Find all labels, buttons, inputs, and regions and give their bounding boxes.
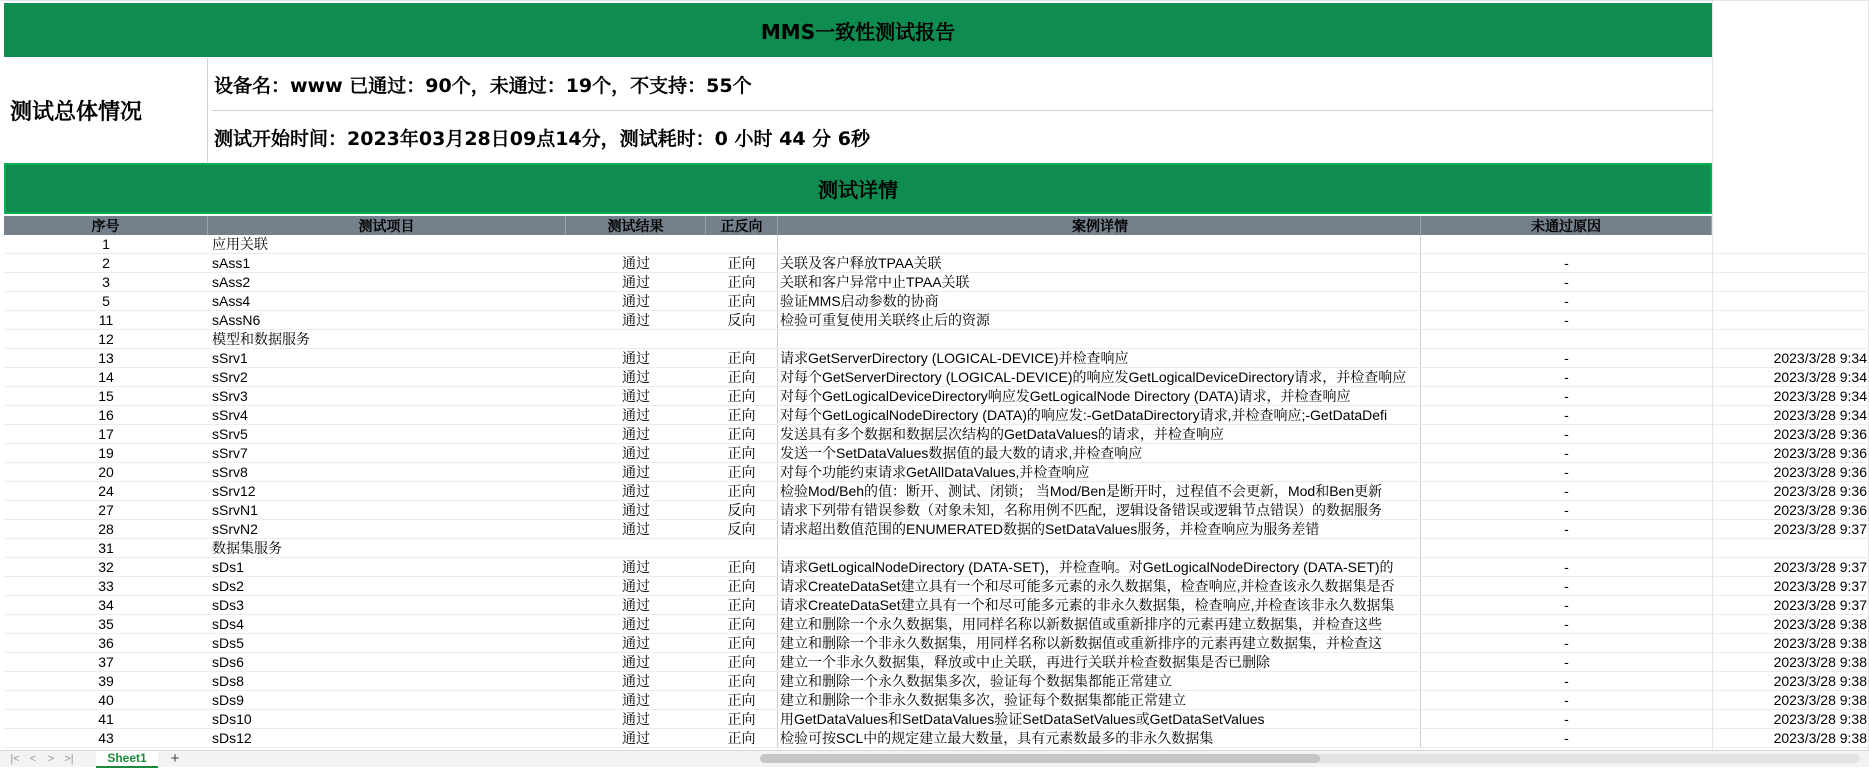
row-item[interactable]: sAssN6 xyxy=(212,312,261,328)
row-no[interactable]: 31 xyxy=(98,540,114,556)
row-detail[interactable]: 关联及客户释放TPAA关联 xyxy=(778,254,1421,272)
row-no[interactable]: 28 xyxy=(98,521,114,537)
row-reason[interactable]: - xyxy=(1564,483,1569,499)
row-direction[interactable]: 反向 xyxy=(706,520,778,538)
table-row[interactable] xyxy=(4,444,1869,463)
table-row[interactable] xyxy=(4,539,1869,558)
row-result[interactable]: 通过 xyxy=(622,407,650,423)
row-no[interactable]: 41 xyxy=(98,711,114,727)
row-direction[interactable]: 正向 xyxy=(706,254,778,272)
table-row[interactable] xyxy=(4,463,1869,482)
row-item[interactable]: sDs2 xyxy=(212,578,244,594)
row-result[interactable]: 通过 xyxy=(622,578,650,594)
row-direction[interactable]: 正向 xyxy=(706,482,778,500)
row-time[interactable]: 2023/3/28 9:34 xyxy=(1773,407,1867,423)
row-detail[interactable]: 请求CreateDataSet建立具有一个和尽可能多元素的非永久数据集，检查响应,并检查该非永久数据集 xyxy=(778,596,1421,614)
row-item[interactable]: sSrvN1 xyxy=(212,502,258,518)
table-row[interactable] xyxy=(4,368,1869,387)
row-direction[interactable]: 正向 xyxy=(706,292,778,310)
row-item[interactable]: sSrv12 xyxy=(212,483,256,499)
row-detail[interactable]: 请求下列带有错误参数（对象未知，名称用例不匹配，逻辑设备错误或逻辑节点错误）的数据服务 xyxy=(778,501,1421,519)
row-detail[interactable]: 建立和删除一个非永久数据集多次，验证每个数据集都能正常建立 xyxy=(778,691,1421,709)
row-time[interactable]: 2023/3/28 9:34 xyxy=(1773,350,1867,366)
row-no[interactable]: 27 xyxy=(98,502,114,518)
row-reason[interactable]: - xyxy=(1564,369,1569,385)
row-reason[interactable]: - xyxy=(1564,388,1569,404)
scrollbar-thumb[interactable] xyxy=(760,754,1320,763)
row-time[interactable]: 2023/3/28 9:37 xyxy=(1773,578,1867,594)
row-no[interactable]: 20 xyxy=(98,464,114,480)
details-title[interactable]: 测试详情 xyxy=(4,163,1712,214)
row-detail[interactable]: 请求GetLogicalNodeDirectory (DATA-SET)，并检查响。对GetLogicalNodeDirectory (DATA-SET)的 xyxy=(778,558,1421,576)
row-direction[interactable]: 反向 xyxy=(706,311,778,329)
row-detail[interactable]: 对每个GetLogicalDeviceDirectory响应发GetLogicalNode Directory (DATA)请求，并检查响应 xyxy=(778,387,1421,405)
row-detail[interactable]: 建立和删除一个永久数据集，用同样名称以新数据值或重新排序的元素再建立数据集，并检查这些 xyxy=(778,615,1421,633)
row-time[interactable]: 2023/3/28 9:36 xyxy=(1773,426,1867,442)
row-item[interactable]: sAss1 xyxy=(212,255,251,271)
row-direction[interactable]: 正向 xyxy=(706,691,778,709)
header-result[interactable]: 测试结果 xyxy=(566,216,706,235)
header-reason[interactable]: 未通过原因 xyxy=(1421,216,1712,235)
table-row[interactable] xyxy=(4,634,1869,653)
row-result[interactable]: 通过 xyxy=(622,426,650,442)
row-detail[interactable]: 建立和删除一个非永久数据集，用同样名称以新数据值或重新排序的元素再建立数据集，并检查这 xyxy=(778,634,1421,652)
row-direction[interactable]: 正向 xyxy=(706,577,778,595)
row-time[interactable]: 2023/3/28 9:38 xyxy=(1773,654,1867,670)
row-no[interactable]: 19 xyxy=(98,445,114,461)
first-sheet-button[interactable]: |< xyxy=(10,753,20,765)
row-result[interactable]: 通过 xyxy=(622,692,650,708)
row-reason[interactable] xyxy=(1421,235,1712,253)
row-reason[interactable]: - xyxy=(1564,635,1569,651)
header-direction[interactable]: 正反向 xyxy=(706,216,778,235)
row-direction[interactable]: 正向 xyxy=(706,368,778,386)
row-no[interactable]: 17 xyxy=(98,426,114,442)
row-reason[interactable]: - xyxy=(1564,464,1569,480)
summary-label[interactable]: 测试总体情况 xyxy=(4,58,208,162)
row-direction[interactable]: 正向 xyxy=(706,710,778,728)
row-item[interactable]: sDs10 xyxy=(212,711,252,727)
row-reason[interactable] xyxy=(1421,330,1712,348)
row-detail[interactable]: 检验可重复使用关联终止后的资源 xyxy=(778,311,1421,329)
table-row[interactable] xyxy=(4,273,1869,292)
table-row[interactable] xyxy=(4,729,1869,748)
table-row[interactable] xyxy=(4,710,1869,729)
row-result[interactable] xyxy=(566,539,706,557)
row-result[interactable]: 通过 xyxy=(622,312,650,328)
row-no[interactable]: 37 xyxy=(98,654,114,670)
row-no[interactable]: 2 xyxy=(102,255,110,271)
table-row[interactable] xyxy=(4,254,1869,273)
grid-line xyxy=(0,0,1869,1)
row-item[interactable]: sDs5 xyxy=(212,635,244,651)
row-no[interactable]: 16 xyxy=(98,407,114,423)
row-time[interactable]: 2023/3/28 9:38 xyxy=(1773,730,1867,746)
row-time[interactable] xyxy=(1712,235,1869,253)
row-time[interactable] xyxy=(1712,254,1869,272)
row-reason[interactable]: - xyxy=(1564,426,1569,442)
row-time[interactable] xyxy=(1712,292,1869,310)
row-time[interactable]: 2023/3/28 9:34 xyxy=(1773,369,1867,385)
row-direction[interactable]: 正向 xyxy=(706,349,778,367)
row-item[interactable]: sDs6 xyxy=(212,654,244,670)
row-no[interactable]: 40 xyxy=(98,692,114,708)
row-result[interactable]: 通过 xyxy=(622,673,650,689)
row-reason[interactable]: - xyxy=(1564,445,1569,461)
row-result[interactable]: 通过 xyxy=(622,255,650,271)
horizontal-scrollbar[interactable] xyxy=(760,754,1860,763)
table-row[interactable] xyxy=(4,596,1869,615)
row-direction[interactable] xyxy=(706,330,778,348)
row-result[interactable]: 通过 xyxy=(622,654,650,670)
row-detail[interactable]: 对每个功能约束请求GetAllDataValues,并检查响应 xyxy=(778,463,1421,481)
row-direction[interactable]: 正向 xyxy=(706,425,778,443)
row-result[interactable]: 通过 xyxy=(622,293,650,309)
row-detail[interactable]: 检验Mod/Beh的值：断开、测试、闭锁； 当Mod/Ben是断开时，过程值不会更新，Mod和Ben更新 xyxy=(778,482,1421,500)
add-sheet-button[interactable]: + xyxy=(170,750,180,767)
table-row[interactable] xyxy=(4,349,1869,368)
header-item[interactable]: 测试项目 xyxy=(208,216,566,235)
row-detail[interactable] xyxy=(778,539,1421,557)
table-row[interactable] xyxy=(4,330,1869,349)
sheet-tab-sheet1[interactable]: Sheet1 xyxy=(96,751,158,768)
row-item[interactable]: sDs4 xyxy=(212,616,244,632)
row-time[interactable]: 2023/3/28 9:38 xyxy=(1773,692,1867,708)
table-row[interactable] xyxy=(4,558,1869,577)
row-item[interactable]: sSrv7 xyxy=(212,445,248,461)
table-row[interactable] xyxy=(4,311,1869,330)
row-reason[interactable]: - xyxy=(1564,711,1569,727)
row-no[interactable]: 12 xyxy=(98,331,114,347)
row-direction[interactable]: 正向 xyxy=(706,273,778,291)
row-result[interactable]: 通过 xyxy=(622,388,650,404)
table-row[interactable] xyxy=(4,406,1869,425)
row-result[interactable]: 通过 xyxy=(622,711,650,727)
row-reason[interactable]: - xyxy=(1564,274,1569,290)
row-detail[interactable]: 请求超出数值范围的ENUMERATED数据的SetDataValues服务，并检查响应为服务差错 xyxy=(778,520,1421,538)
row-time[interactable]: 2023/3/28 9:38 xyxy=(1773,635,1867,651)
row-reason[interactable]: - xyxy=(1564,730,1569,746)
table-header xyxy=(4,216,1712,235)
row-item[interactable]: sDs8 xyxy=(212,673,244,689)
row-direction[interactable]: 正向 xyxy=(706,615,778,633)
row-item[interactable]: sDs9 xyxy=(212,692,244,708)
row-no[interactable]: 35 xyxy=(98,616,114,632)
row-time[interactable]: 2023/3/28 9:37 xyxy=(1773,597,1867,613)
row-direction[interactable]: 正向 xyxy=(706,653,778,671)
row-result[interactable]: 通过 xyxy=(622,369,650,385)
row-result[interactable]: 通过 xyxy=(622,635,650,651)
row-no[interactable]: 34 xyxy=(98,597,114,613)
row-detail[interactable]: 请求CreateDataSet建立具有一个和尽可能多元素的永久数据集，检查响应,并检查该永久数据集是否 xyxy=(778,577,1421,595)
table-body xyxy=(4,235,1869,748)
row-time[interactable]: 2023/3/28 9:38 xyxy=(1773,673,1867,689)
row-result[interactable]: 通过 xyxy=(622,445,650,461)
row-result[interactable] xyxy=(566,235,706,253)
row-direction[interactable] xyxy=(706,539,778,557)
row-detail[interactable]: 用GetDataValues和SetDataValues验证SetDataSetValues或GetDataSetValues xyxy=(778,710,1421,728)
row-item[interactable]: sAss2 xyxy=(212,274,251,290)
table-row[interactable] xyxy=(4,292,1869,311)
sheet-tab-bar xyxy=(0,750,1869,767)
row-result[interactable]: 通过 xyxy=(622,464,650,480)
row-time[interactable]: 2023/3/28 9:34 xyxy=(1773,388,1867,404)
row-time[interactable]: 2023/3/28 9:36 xyxy=(1773,464,1867,480)
row-direction[interactable]: 反向 xyxy=(706,501,778,519)
header-no[interactable]: 序号 xyxy=(4,216,208,235)
row-time[interactable]: 2023/3/28 9:36 xyxy=(1773,483,1867,499)
row-item[interactable]: sSrv3 xyxy=(212,388,248,404)
row-detail[interactable]: 建立和删除一个永久数据集多次，验证每个数据集都能正常建立 xyxy=(778,672,1421,690)
report-title[interactable]: MMS一致性测试报告 xyxy=(4,3,1712,57)
row-result[interactable]: 通过 xyxy=(622,521,650,537)
header-detail[interactable]: 案例详情 xyxy=(778,216,1421,235)
row-reason[interactable]: - xyxy=(1564,673,1569,689)
row-no[interactable]: 13 xyxy=(98,350,114,366)
row-reason[interactable]: - xyxy=(1564,350,1569,366)
table-row[interactable] xyxy=(4,691,1869,710)
row-result[interactable]: 通过 xyxy=(622,483,650,499)
row-time[interactable] xyxy=(1712,311,1869,329)
row-reason[interactable]: - xyxy=(1564,502,1569,518)
summary-test-time[interactable]: 测试开始时间：2023年03月28日09点14分，测试耗时：0 小时 44 分 6秒 xyxy=(214,127,870,150)
row-item[interactable]: sAss4 xyxy=(212,293,251,309)
row-item[interactable]: sDs12 xyxy=(212,730,252,746)
row-item[interactable]: sSrv5 xyxy=(212,426,248,442)
row-detail[interactable]: 检验可按SCL中的规定建立最大数量，具有元素数最多的非永久数据集 xyxy=(778,729,1421,747)
row-no[interactable]: 1 xyxy=(102,236,110,252)
table-row[interactable] xyxy=(4,235,1869,254)
row-detail[interactable]: 建立一个非永久数据集，释放或中止关联，再进行关联并检查数据集是否已删除 xyxy=(778,653,1421,671)
last-sheet-button[interactable]: >| xyxy=(64,753,74,765)
row-time[interactable] xyxy=(1712,539,1869,557)
row-direction[interactable]: 正向 xyxy=(706,387,778,405)
row-result[interactable]: 通过 xyxy=(622,559,650,575)
row-item[interactable]: sSrv8 xyxy=(212,464,248,480)
row-direction[interactable]: 正向 xyxy=(706,558,778,576)
row-detail[interactable]: 请求GetServerDirectory (LOGICAL-DEVICE)并检查响应 xyxy=(778,349,1421,367)
row-direction[interactable]: 正向 xyxy=(706,444,778,462)
row-no[interactable]: 33 xyxy=(98,578,114,594)
row-detail[interactable]: 发送具有多个数据和数据层次结构的GetDataValues的请求，并检查响应 xyxy=(778,425,1421,443)
row-time[interactable]: 2023/3/28 9:38 xyxy=(1773,711,1867,727)
row-result[interactable]: 通过 xyxy=(622,616,650,632)
table-row[interactable] xyxy=(4,387,1869,406)
row-reason[interactable]: - xyxy=(1564,255,1569,271)
row-detail[interactable]: 验证MMS启动参数的协商 xyxy=(778,292,1421,310)
row-no[interactable]: 39 xyxy=(98,673,114,689)
row-result[interactable]: 通过 xyxy=(622,274,650,290)
row-no[interactable]: 11 xyxy=(98,312,114,328)
row-time[interactable] xyxy=(1712,330,1869,348)
row-item[interactable]: sSrv4 xyxy=(212,407,248,423)
row-direction[interactable]: 正向 xyxy=(706,406,778,424)
row-reason[interactable] xyxy=(1421,539,1712,557)
row-detail[interactable]: 对每个GetServerDirectory (LOGICAL-DEVICE)的响应发GetLogicalDeviceDirectory请求，并检查响应 xyxy=(778,368,1421,386)
row-detail[interactable]: 对每个GetLogicalNodeDirectory (DATA)的响应发:-GetDataDirectory请求,并检查响应;-GetDataDefi xyxy=(778,406,1421,424)
row-time[interactable]: 2023/3/28 9:36 xyxy=(1773,502,1867,518)
row-reason[interactable]: - xyxy=(1564,293,1569,309)
table-row[interactable] xyxy=(4,482,1869,501)
row-item[interactable]: 模型和数据服务 xyxy=(212,331,310,347)
summary-device-stats[interactable]: 设备名：www 已通过：90个，未通过：19个，不支持：55个 xyxy=(212,58,1714,111)
row-result[interactable]: 通过 xyxy=(622,350,650,366)
row-detail[interactable]: 关联和客户异常中止TPAA关联 xyxy=(778,273,1421,291)
row-time[interactable]: 2023/3/28 9:38 xyxy=(1773,616,1867,632)
row-time[interactable]: 2023/3/28 9:37 xyxy=(1773,559,1867,575)
row-item[interactable]: sSrv2 xyxy=(212,369,248,385)
row-time[interactable] xyxy=(1712,273,1869,291)
row-detail[interactable] xyxy=(778,235,1421,253)
row-no[interactable]: 43 xyxy=(98,730,114,746)
row-direction[interactable]: 正向 xyxy=(706,729,778,747)
row-no[interactable]: 3 xyxy=(102,274,110,290)
row-time[interactable]: 2023/3/28 9:37 xyxy=(1773,521,1867,537)
row-reason[interactable]: - xyxy=(1564,616,1569,632)
row-item[interactable]: 数据集服务 xyxy=(212,540,282,556)
row-reason[interactable]: - xyxy=(1564,521,1569,537)
row-no[interactable]: 15 xyxy=(98,388,114,404)
row-detail[interactable] xyxy=(778,330,1421,348)
row-direction[interactable]: 正向 xyxy=(706,634,778,652)
row-reason[interactable]: - xyxy=(1564,578,1569,594)
row-result[interactable]: 通过 xyxy=(622,597,650,613)
row-direction[interactable]: 正向 xyxy=(706,596,778,614)
row-result[interactable] xyxy=(566,330,706,348)
table-row[interactable] xyxy=(4,577,1869,596)
row-direction[interactable] xyxy=(706,235,778,253)
table-row[interactable] xyxy=(4,425,1869,444)
table-row[interactable] xyxy=(4,501,1869,520)
row-item[interactable]: sDs1 xyxy=(212,559,244,575)
row-no[interactable]: 14 xyxy=(98,369,114,385)
row-item[interactable]: sDs3 xyxy=(212,597,244,613)
row-no[interactable]: 36 xyxy=(98,635,114,651)
row-reason[interactable]: - xyxy=(1564,692,1569,708)
row-no[interactable]: 32 xyxy=(98,559,114,575)
row-reason[interactable]: - xyxy=(1564,597,1569,613)
row-item[interactable]: 应用关联 xyxy=(212,236,268,252)
row-no[interactable]: 5 xyxy=(102,293,110,309)
row-item[interactable]: sSrv1 xyxy=(212,350,248,366)
row-direction[interactable]: 正向 xyxy=(706,463,778,481)
row-detail[interactable]: 发送一个SetDataValues数据值的最大数的请求,并检查响应 xyxy=(778,444,1421,462)
table-row[interactable] xyxy=(4,672,1869,691)
table-row[interactable] xyxy=(4,653,1869,672)
row-reason[interactable]: - xyxy=(1564,312,1569,328)
row-time[interactable]: 2023/3/28 9:36 xyxy=(1773,445,1867,461)
table-row[interactable] xyxy=(4,615,1869,634)
row-result[interactable]: 通过 xyxy=(622,730,650,746)
row-reason[interactable]: - xyxy=(1564,559,1569,575)
prev-sheet-button[interactable]: < xyxy=(29,753,37,765)
table-row[interactable] xyxy=(4,520,1869,539)
row-result[interactable]: 通过 xyxy=(622,502,650,518)
row-no[interactable]: 24 xyxy=(98,483,114,499)
row-reason[interactable]: - xyxy=(1564,654,1569,670)
next-sheet-button[interactable]: > xyxy=(47,753,55,765)
row-item[interactable]: sSrvN2 xyxy=(212,521,258,537)
row-reason[interactable]: - xyxy=(1564,407,1569,423)
row-direction[interactable]: 正向 xyxy=(706,672,778,690)
